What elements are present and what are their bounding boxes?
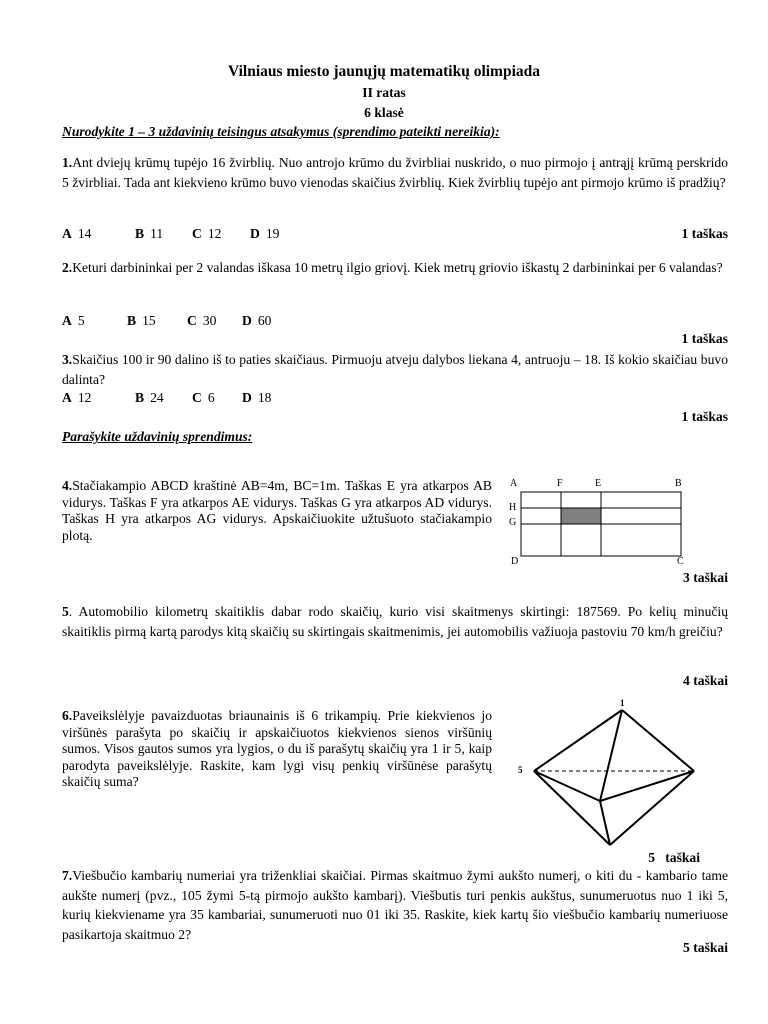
problem-3-number: 3. xyxy=(62,352,73,367)
problem-3-points: 1 taškas xyxy=(681,409,728,424)
problem-5-points: 4 taškai xyxy=(683,673,728,688)
shaded-rectangle xyxy=(561,508,601,524)
label-e: E xyxy=(595,478,602,489)
problem-6-points: 5 taškai xyxy=(648,850,700,865)
vertex-label-top: 1 xyxy=(620,698,625,708)
problem-3 xyxy=(62,350,728,390)
problem-4-number: 4. xyxy=(62,478,73,493)
problem-7-text: Viešbučio kambarių numeriai yra triženkliai skaičiai. Pirmas skaitmuo žymi aukšto numerį, o kiti du - kambario tame aukšte numerį (pvz., 105 žymi 5-tą pirmojo aukšto kambarį). Viešbutis turi penkis aukštus, sunumeruotus nuo 1 iki 5, kurių kiekviename yra 35 kambariai, sunumeruoti nuo 01 iki 35. Raskite, kiek kartų šio viešbučio kambarių numeriuose pasikartoja skaitmuo 2? xyxy=(62,868,728,942)
edge xyxy=(534,771,600,801)
option-1b: B 11 xyxy=(135,226,164,241)
option-2d: D 60 xyxy=(242,313,272,328)
problem-2-points: 1 taškas xyxy=(681,331,728,346)
problem-6 xyxy=(62,708,492,791)
problem-2 xyxy=(62,257,728,279)
problem-4-text: Stačiakampio ABCD kraštinė AB=4m, BC=1m. Taškas E yra atkarpos AB vidurys. Taškas F yra atkarpos AE vidurys. Taškas G yra atkarpos AD vidurys. Taškas H yra atkarpos AG vidurys. Apskaičiuokite užtušuoto stačiakampio plotą. xyxy=(62,478,492,543)
problem-5 xyxy=(62,602,728,642)
section-heading-answers: Nurodykite 1 – 3 uždavinių teisingus atsakymus (sprendimo pateikti nereikia): xyxy=(62,124,500,139)
vertex-label-left: 5 xyxy=(518,765,523,775)
problem-1 xyxy=(62,153,728,193)
problem-7-points: 5 taškai xyxy=(683,940,728,955)
option-3c: C 6 xyxy=(192,390,215,405)
option-1a: A 14 xyxy=(62,226,92,241)
problem-3-text: Skaičius 100 ir 90 dalino iš to paties skaičiaus. Pirmuoju atveju dalybos liekana 4, antruoju – 18. Iš kokio skaičiau buvo dalinta? xyxy=(62,352,728,387)
polyhedron-figure xyxy=(512,698,712,852)
option-2b: B 15 xyxy=(127,313,156,328)
edge xyxy=(600,801,610,845)
section-heading-solutions: Parašykite uždavinių sprendimus: xyxy=(62,429,253,444)
problem-5-text: . Automobilio kilometrų skaitiklis dabar rodo skaičių, kurio visi skaitmenys skirtingi: 187569. Po kelių minučių skaitiklis pirmą kartą parodys kitą skaičių su skirtingais skaitmenimis, jei automobilis važiuoja pastoviu 70 km/h greičiu? xyxy=(62,604,728,639)
option-3d: D 18 xyxy=(242,390,272,405)
problem-1-points: 1 taškas xyxy=(681,226,728,241)
problem-6-number: 6. xyxy=(62,708,73,723)
label-d: D xyxy=(511,556,519,567)
edge xyxy=(610,771,694,845)
edge xyxy=(600,771,694,801)
label-f: F xyxy=(557,478,563,489)
problem-7 xyxy=(62,866,728,944)
edge xyxy=(534,771,610,845)
option-3b: B 24 xyxy=(135,390,164,405)
problem-1-number: 1. xyxy=(62,155,73,170)
option-1d: D 19 xyxy=(250,226,280,241)
rectangle-figure xyxy=(505,478,695,570)
label-c: C xyxy=(677,556,684,567)
label-b: B xyxy=(675,478,682,489)
label-h: H xyxy=(509,502,517,513)
label-a: A xyxy=(510,478,518,489)
grade-label: 6 klasė xyxy=(364,105,404,120)
polyhedron-diagram xyxy=(512,702,712,852)
label-g: G xyxy=(509,517,517,528)
round-label: II ratas xyxy=(362,85,406,100)
problem-7-number: 7. xyxy=(62,868,73,883)
edge xyxy=(622,710,694,771)
rectangle-diagram xyxy=(505,478,695,570)
problem-2-number: 2. xyxy=(62,260,73,275)
option-2a: A 5 xyxy=(62,313,85,328)
page-title: Vilniaus miesto jaunųjų matematikų olimpiada xyxy=(227,63,541,80)
problem-2-text: Keturi darbininkai per 2 valandas iškasa 10 metrų ilgio griovį. Kiek metrų griovio iškastų 2 darbininkai per 6 valandas? xyxy=(72,260,723,275)
problem-1-text: Ant dviejų krūmų tupėjo 16 žvirblių. Nuo antrojo krūmo du žvirbliai nuskrido, o nuo pirmojo į antrąjį krūmą perskrido 5 žvirbliai. Tada ant kiekvieno krūmo buvo vienodas skaičius žvirblių. Kiek žvirblių tupėjo ant pirmojo krūmo iš pradžių? xyxy=(62,155,728,190)
problem-4 xyxy=(62,478,492,544)
option-3a: A 12 xyxy=(62,390,92,405)
option-2c: C 30 xyxy=(187,313,217,328)
problem-5-number: 5 xyxy=(62,604,69,619)
option-1c: C 12 xyxy=(192,226,222,241)
problem-4-points: 3 taškai xyxy=(683,570,728,585)
problem-6-text: Paveikslėlyje pavaizduotas briaunainis iš 6 trikampių. Prie kiekvienos jo viršūnės parašyta po skaičių ir apskaičiuotos kiekvienos sienos viršūnių sumos. Visos gautos sumos yra lygios, o du iš parašytų skaičių yra 1 ir 5, kaip parodyta paveikslėlyje. Raskite, kam lygi visų penkių viršūnėse parašytų skaičių suma? xyxy=(62,708,492,789)
